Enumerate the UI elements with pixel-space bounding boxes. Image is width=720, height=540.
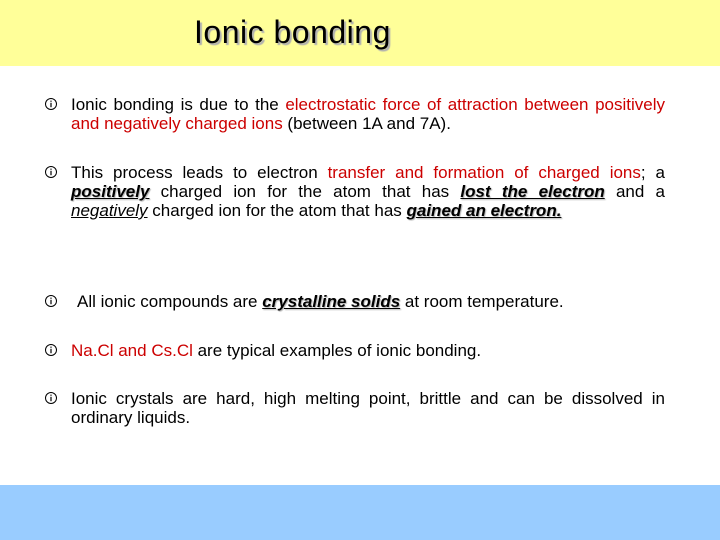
bullet-2-text-b: ; a: [640, 163, 665, 182]
bullet-3-emphasis: crystalline solids: [262, 292, 401, 311]
bullet-2-text-a: This process leads to electron: [71, 163, 328, 182]
bullet-item-1: [71, 95, 665, 133]
bullet-2-emphasis-negatively: negatively: [71, 201, 148, 220]
footer-band: [0, 485, 720, 540]
bullet-2-emphasis-lost: lost the electron: [460, 182, 605, 201]
circled-info-icon: [44, 165, 58, 179]
bullet-1-text-b: (between 1A and 7A).: [282, 114, 451, 133]
bullet-2-emphasis-positively: positively: [71, 182, 150, 201]
bullet-item-5: [71, 389, 665, 427]
bullet-2-text-d: and a: [604, 182, 665, 201]
bullet-2-highlight: transfer and formation of charged ions: [327, 163, 641, 182]
bullet-5-text-a: Ionic crystals are hard, high melting point, brittle and can be dissolved in ordinary liquids.: [71, 389, 665, 427]
bullet-1-highlight: electrostatic force of attraction between positively and negatively charged ions: [71, 95, 666, 133]
bullet-2-emphasis-gained: gained an electron.: [406, 201, 562, 220]
bullet-4-text-a: are typical examples of ionic bonding.: [192, 341, 482, 360]
title-band: [0, 0, 720, 66]
slide-title: Ionic bonding: [194, 14, 391, 50]
bullet-2-text-c: charged ion for the atom that has: [149, 182, 461, 201]
bullet-2-text-e: charged ion for the atom that has: [147, 201, 407, 220]
bullet-3-text-b: at room temperature.: [400, 292, 564, 311]
bullet-item-2: [71, 163, 665, 220]
bullet-1-text-a: Ionic bonding is due to the: [71, 95, 286, 114]
bullet-item-4: [71, 341, 665, 360]
circled-info-icon: [44, 97, 58, 111]
bullet-4-highlight: Na.Cl and Cs.Cl: [71, 341, 193, 360]
bullet-item-3: [77, 292, 671, 311]
circled-info-icon: [44, 294, 58, 308]
circled-info-icon: [44, 343, 58, 357]
bullet-3-text-a: All ionic compounds are: [77, 292, 263, 311]
circled-info-icon: [44, 391, 58, 405]
